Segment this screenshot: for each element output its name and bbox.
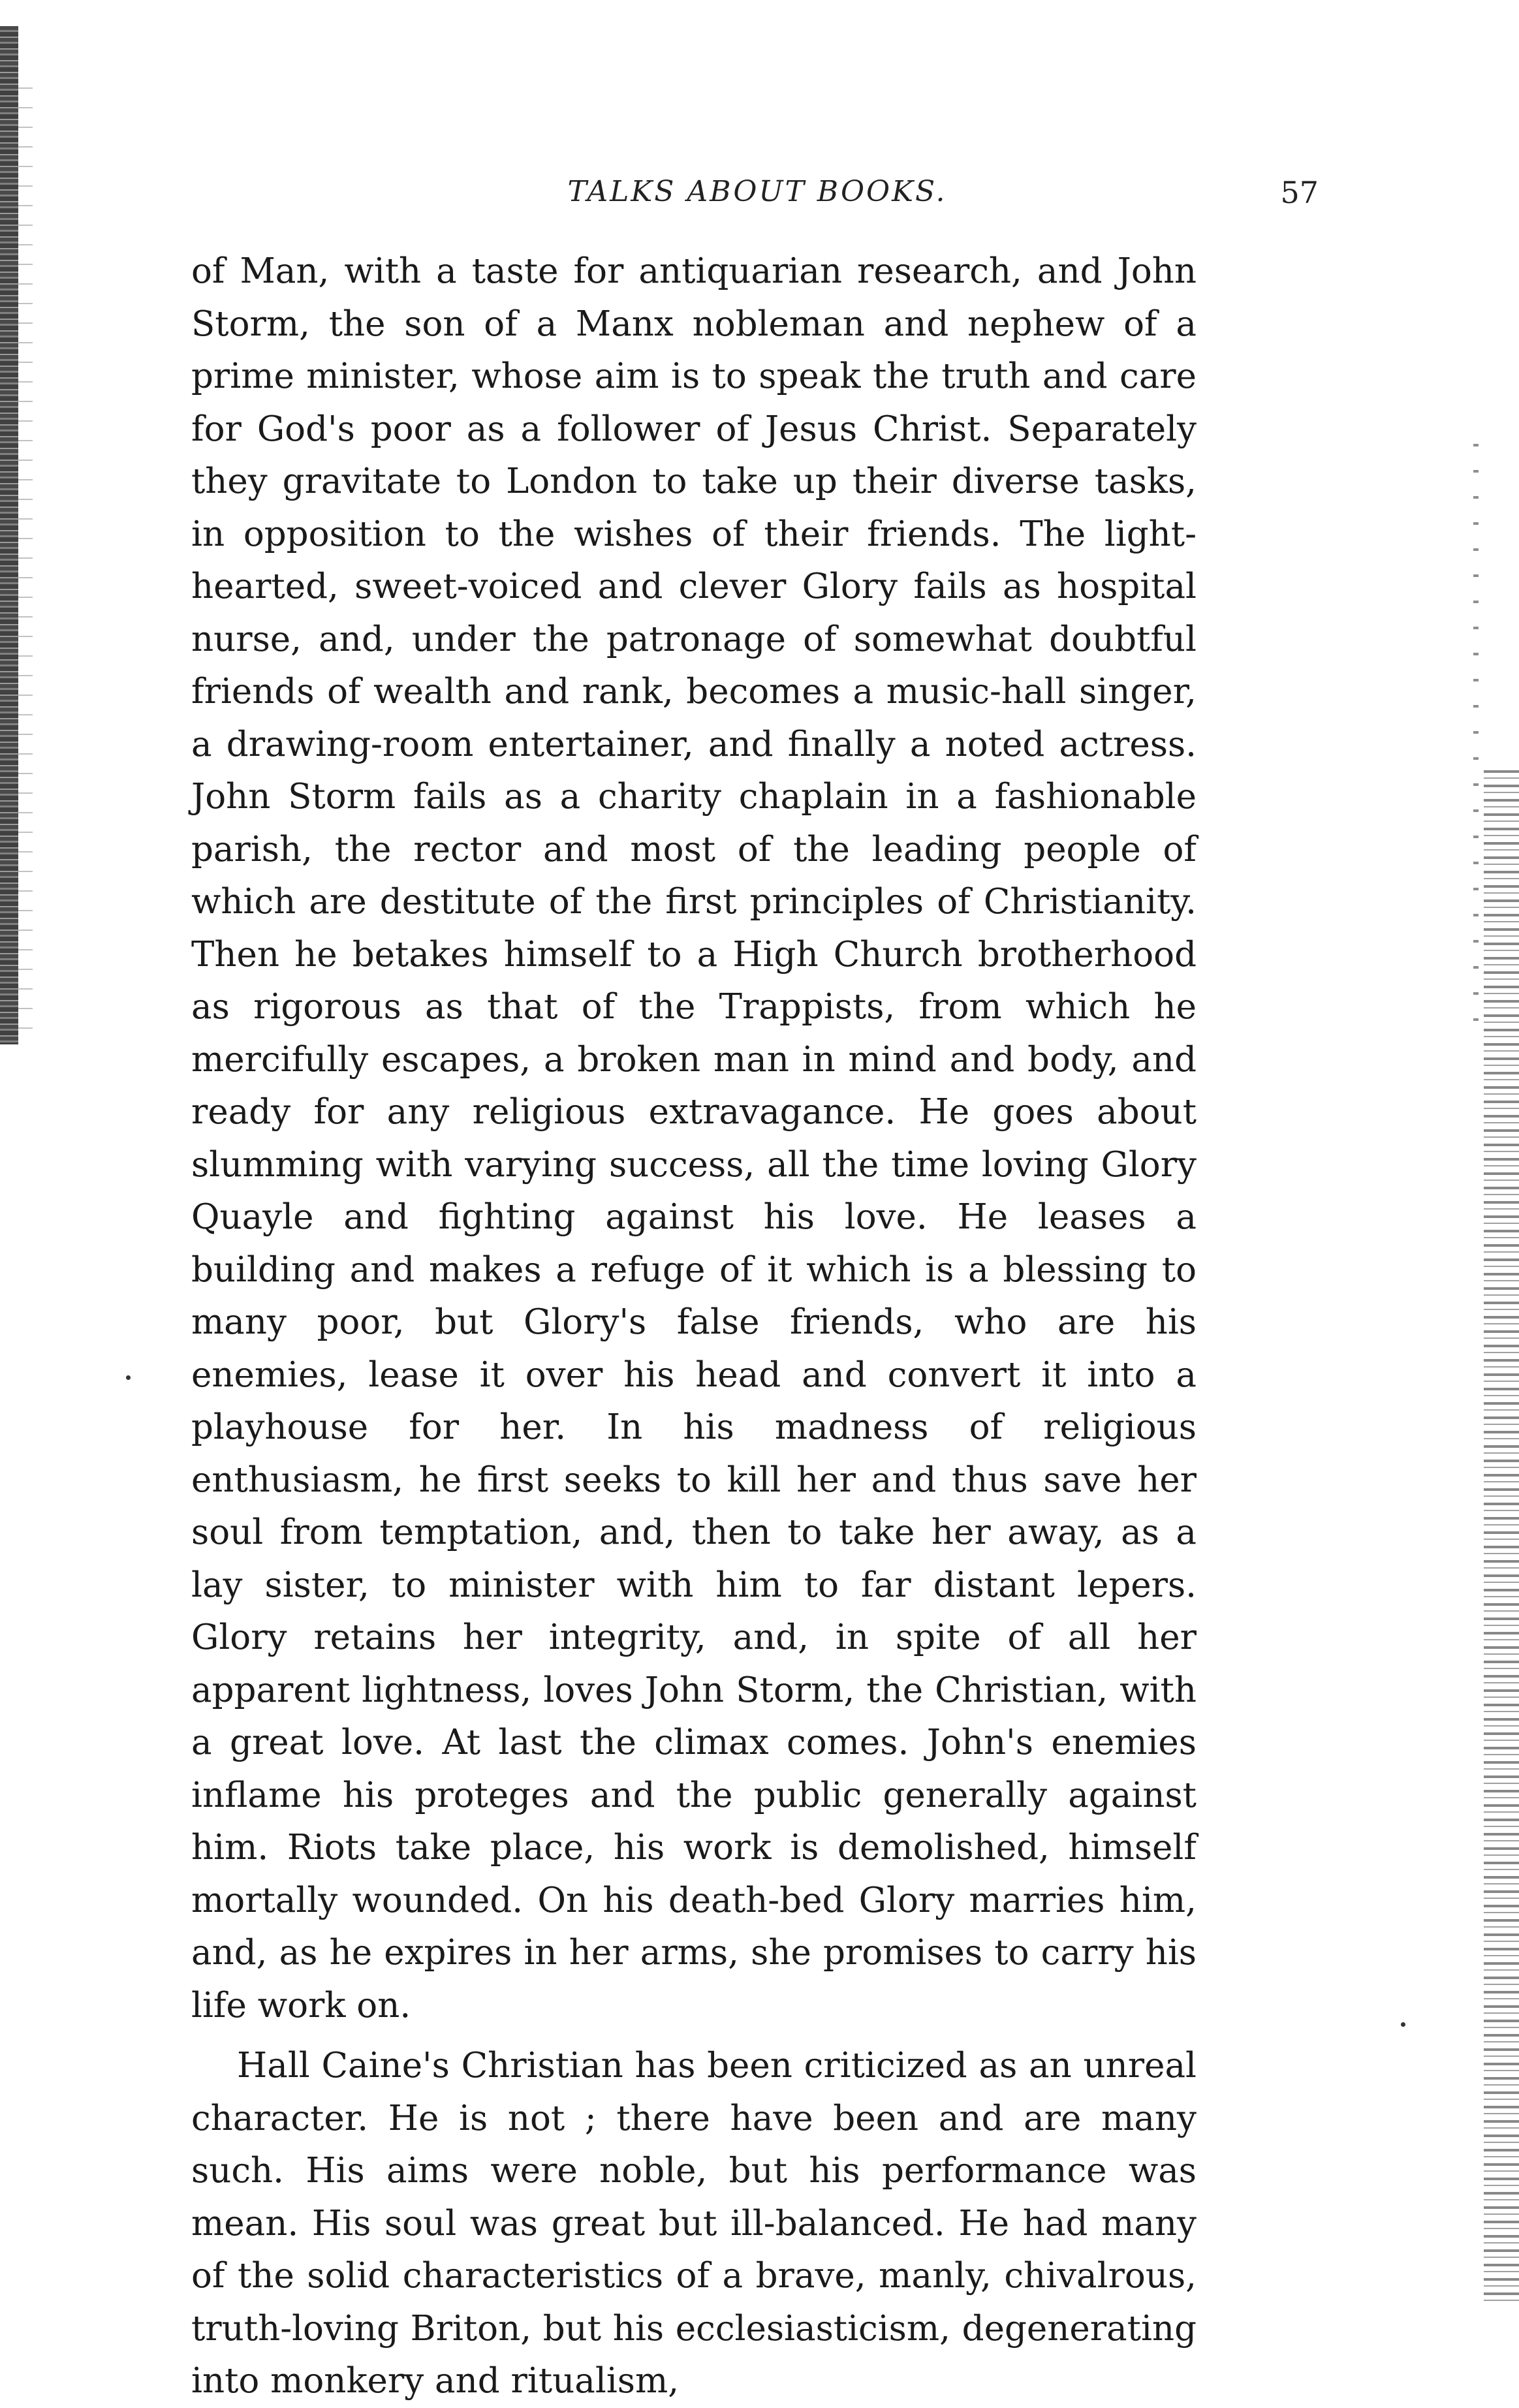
scan-dots-right [1473, 444, 1479, 1031]
margin-mark-dot [1401, 2022, 1405, 2027]
running-title: TALKS ABOUT BOOKS. [567, 175, 947, 208]
scan-speckle-left [18, 78, 33, 1031]
body-text [191, 245, 1197, 2408]
margin-mark-dot [126, 1375, 131, 1380]
paragraph-2: Hall Caine's Christian has been criticized as an unreal character. He is not ; there have been and are many such. His aims were noble, but his performance was mean. His soul was great but ill-balanced. He had many of the solid characteristics of a brave, manly, chivalrous, truth-loving Briton, but his ecclesiasticism, degenerating into monkery and ritualism, [191, 2046, 1197, 2401]
page-number: 57 [1280, 175, 1319, 210]
running-head [196, 175, 1319, 221]
scan-binding-edge-left [0, 26, 18, 1044]
scan-page-edge-right [1484, 770, 1519, 2303]
paragraph-1: of Man, with a taste for antiquarian research, and John Storm, the son of a Manx nobleman and nephew of a prime minister, whose aim is to speak the truth and care for God's poor as a follower of Jesus Christ. Separately they gravitate to London to take up their diverse tasks, in opposition to the wishes of their friends. The light-hearted, sweet-voiced and clever Glory fails as hospital nurse, and, under the patronage of somewhat doubtful friends of wealth and rank, becomes a music-hall singer, a drawing-room entertainer, and finally a noted actress. John Storm fails as a charity chaplain in a fashionable parish, the rector and most of the leading people of which are destitute of the first principles of Christianity. Then he betakes himself to a High Church brotherhood as rigorous as that of the Trappists, from which he mercifully escapes, a broken man in mind and body, and ready for any religious extravagance. He goes about slumming with varying success, all the time loving Glory Quayle and fighting against his love. He leases a building and makes a refuge of it which is a blessing to many poor, but Glory's false friends, who are his enemies, lease it over his head and convert it into a playhouse for her. In his madness of religious enthusiasm, he first seeks to kill her and thus save her soul from temptation, and, then to take her away, as a lay sister, to minister with him to far distant lepers. Glory retains her integrity, and, in spite of all her apparent lightness, loves John Storm, the Christian, with a great love. At last the climax comes. John's enemies inflame his proteges and the public generally against him. Riots take place, his work is demolished, himself mortally wounded. On his death-bed Glory marries him, and, as he expires in her arms, she promises to carry his life work on. [191, 251, 1197, 2025]
